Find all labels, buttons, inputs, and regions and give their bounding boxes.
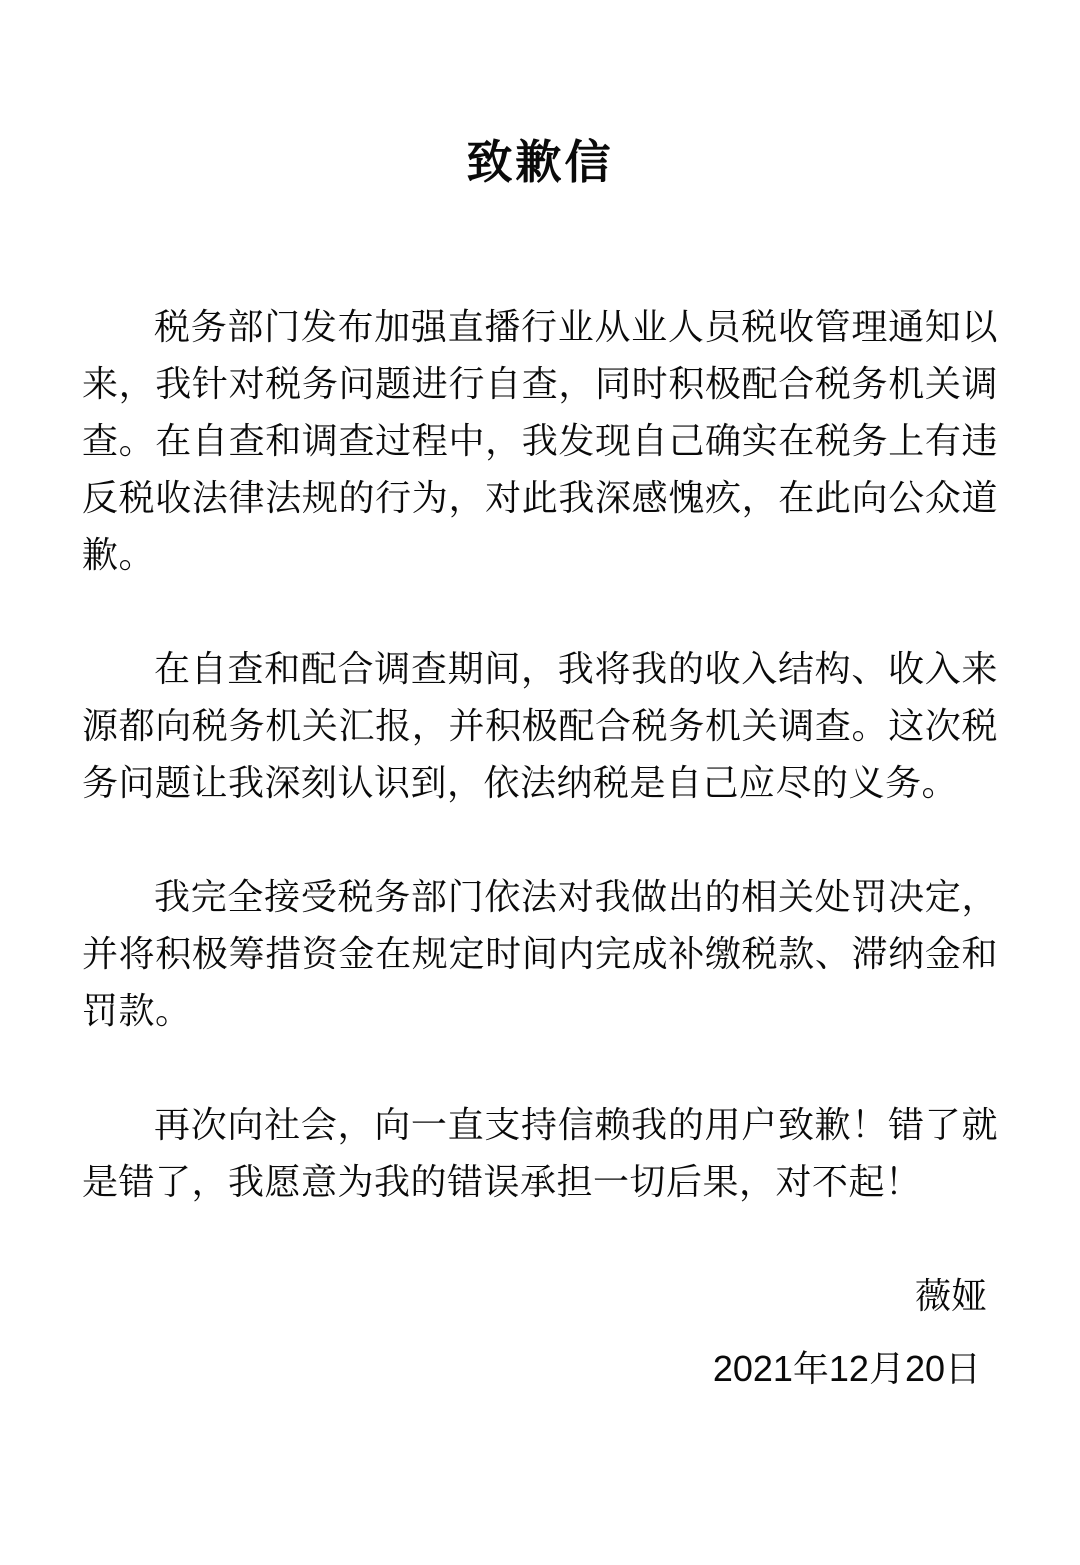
signature-block <box>0 1267 1080 1397</box>
letter-paragraph-4: 再次向社会，向一直支持信赖我的用户致歉！错了就是错了，我愿意为我的错误承担一切后果，对不起！ <box>82 1104 998 1202</box>
letter-paragraph-2: 在自查和配合调查期间，我将我的收入结构、收入来源都向税务机关汇报，并积极配合税务机关调查。这次税务问题让我深刻认识到，依法纳税是自己应尽的义务。 <box>82 648 998 803</box>
letter-body <box>0 298 1080 1210</box>
signature-name: 薇娅 <box>914 1275 987 1316</box>
signature-date: 2021年12月20日 <box>712 1348 981 1389</box>
letter-title: 致歉信 <box>466 136 614 188</box>
letter-paragraph-1: 税务部门发布加强直播行业从业人员税收管理通知以来，我针对税务问题进行自查，同时积极配合税务机关调查。在自查和调查过程中，我发现自己确实在税务上有违反税收法律法规的行为，对此我深感愧疚，在此向公众道歉。 <box>82 306 998 575</box>
letter-paragraph-3: 我完全接受税务部门依法对我做出的相关处罚决定，并将积极筹措资金在规定时间内完成补缴税款、滞纳金和罚款。 <box>82 876 998 1031</box>
